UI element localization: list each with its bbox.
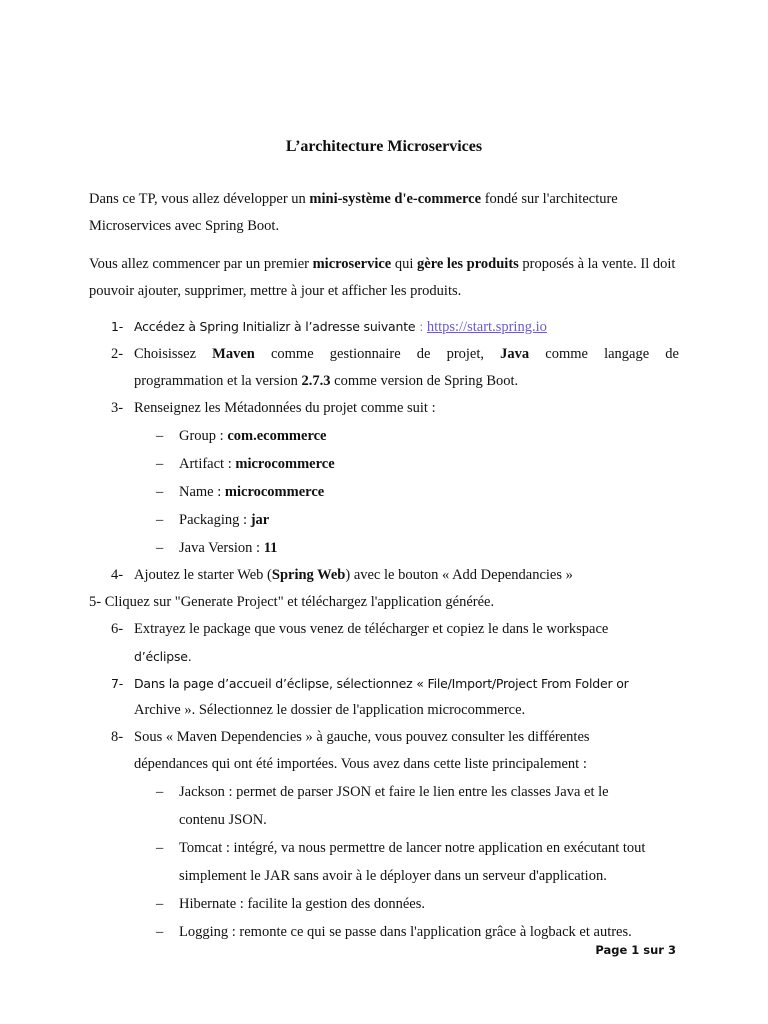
steps-list — [89, 313, 679, 946]
bold-term: gère les produits — [417, 256, 519, 272]
step-number: 3- — [111, 400, 124, 416]
metadata-item-packaging: – Packaging : jar — [156, 512, 270, 528]
list-item-step-7: 7- Dans la page d’accueil d’éclipse, sélectionnez « File/Import/Project From Folder or Archive ». Sélectionnez le dossier de l'application microcommerce. — [89, 670, 679, 724]
step-number: 7- — [111, 676, 124, 691]
step-number: 2- — [111, 346, 124, 362]
list-item-step-2: 2- Choisissez Maven comme gestionnaire de projet, Java comme langage de programmation et la version 2.7.3 comme version de Spring Boot. — [89, 341, 679, 395]
step-number: 4- — [111, 567, 124, 583]
bold-term: microservice — [312, 256, 392, 272]
dependency-item-tomcat: – Tomcat : intégré, va nous permettre de lancer notre application en exécutant tout simplement le JAR sans avoir à le déployer dans un serveur d'application. — [156, 840, 646, 884]
page-number: Page 1 sur 3 — [595, 943, 676, 957]
metadata-item-name: – Name : microcommerce — [156, 484, 325, 500]
list-item-step-3: 3- Renseignez les Métadonnées du projet comme suit : — [89, 395, 679, 422]
list-item-step-4: 4- Ajoutez le starter Web (Spring Web) avec le bouton « Add Dependancies » — [89, 562, 679, 589]
dependency-item-logging: – Logging : remonte ce qui se passe dans l'application grâce à logback et autres. — [156, 924, 632, 940]
metadata-item-artifact: – Artifact : microcommerce — [156, 456, 335, 472]
metadata-item-group: – Group : com.ecommerce — [156, 428, 327, 444]
list-item-step-8: 8- Sous « Maven Dependencies » à gauche, vous pouvez consulter les différentes dépendances qui ont été importées. Vous avez dans cette liste principalement : — [89, 724, 679, 778]
step-number: 1- — [111, 319, 124, 334]
dependency-item-jackson: – Jackson : permet de parser JSON et faire le lien entre les classes Java et le contenu JSON. — [156, 784, 609, 828]
list-item-step-5: 5- Cliquez sur "Generate Project" et téléchargez l'application générée. — [89, 594, 495, 610]
list-item-step-6: 6- Extrayez le package que vous venez de télécharger et copiez le dans le workspace d’éclipse. — [89, 616, 679, 670]
page-title: L’architecture Microservices — [285, 138, 483, 155]
spring-initializr-link[interactable]: https://start.spring.io — [426, 319, 547, 335]
metadata-item-java-version: – Java Version : 11 — [156, 540, 278, 556]
intro-paragraph-2: Vous allez commencer par un premier microservice qui gère les produits proposés à la vente. Il doit pouvoir ajouter, supprimer, mettre à jour et afficher les produits. — [89, 256, 676, 299]
list-item-step-1: 1- Accédez à Spring Initializr à l’adresse suivante : https://start.spring.io — [89, 313, 679, 341]
bold-term: mini-système d'e-commerce — [309, 191, 482, 207]
step-number: 8- — [111, 729, 124, 745]
step-number: 6- — [111, 621, 124, 637]
intro-paragraph-1: Dans ce TP, vous allez développer un mini-système d'e-commerce fondé sur l'architecture Microservices avec Spring Boot. — [89, 191, 618, 234]
dependency-item-hibernate: – Hibernate : facilite la gestion des données. — [156, 896, 426, 912]
